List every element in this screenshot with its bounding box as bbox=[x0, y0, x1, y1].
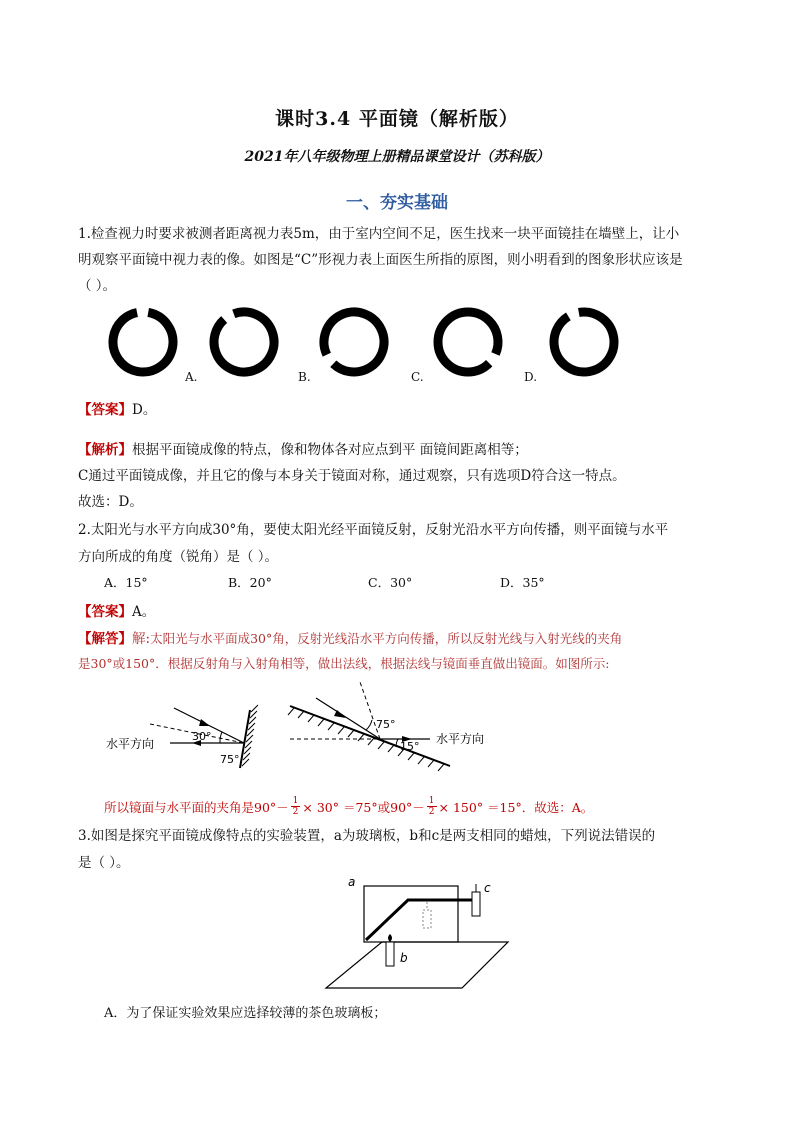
solve-prefix: 解: bbox=[132, 631, 151, 647]
label-b: b bbox=[400, 951, 408, 965]
glass-plate bbox=[364, 886, 458, 942]
q2-solve-2: 是30°或150°．根据反射角与入射角相等，做出法线，根据法线与镜面垂直做出镜面。如图所示: bbox=[78, 656, 610, 671]
candle-c bbox=[472, 892, 480, 916]
q1-analysis-1 bbox=[78, 438, 528, 458]
answer-tag: 【答案】 bbox=[78, 402, 132, 418]
answer-tag: 【答案】 bbox=[78, 604, 132, 620]
horizontal-direction-label: 水平方向 bbox=[106, 737, 155, 751]
fraction-denominator: 2 bbox=[292, 807, 299, 817]
solve-text: 太阳光与水平面成30°角，反射光线沿水平方向传播，所以反射光线与入射光线的夹角 bbox=[150, 631, 623, 646]
label-c: c bbox=[484, 881, 491, 895]
label-a: a bbox=[348, 875, 356, 889]
reflection-diagram-right bbox=[280, 680, 520, 780]
q2-line-2: 方向所成的角度（锐角）是（ ）。 bbox=[78, 549, 279, 565]
q2-answer bbox=[78, 600, 155, 620]
q2-option-b: B．20° bbox=[228, 575, 272, 590]
fraction-denominator: 2 bbox=[428, 807, 435, 817]
glass-edge bbox=[366, 900, 472, 940]
q2-option-a: A．15° bbox=[104, 575, 148, 590]
q1-line-2: 明观察平面镜中视力表的像。如图是“C”形视力表上面医生所指的原图，则小明看到的图象形状应该是 bbox=[78, 252, 683, 268]
answer-value: D。 bbox=[132, 402, 157, 418]
angle-30-label: 30° bbox=[192, 730, 212, 743]
candle-flame bbox=[388, 934, 392, 942]
fraction-half-2 bbox=[427, 796, 437, 817]
fraction-numerator: 1 bbox=[428, 796, 435, 806]
ring-d bbox=[549, 307, 619, 377]
q3-line-1: 3.如图是探究平面镜成像特点的实验装置，a为玻璃板，b和c是两支相同的蜡烛，下列说法错误的 bbox=[78, 828, 656, 844]
table-plane bbox=[326, 942, 508, 988]
conclusion-part-a: 所以镜面与水平面的夹角是90°－ bbox=[104, 799, 289, 815]
q2-conclusion bbox=[104, 796, 593, 817]
option-d-label: D. bbox=[524, 370, 538, 384]
q1-line-3: （ ）。 bbox=[78, 278, 117, 294]
angle-75-label: 75° bbox=[220, 753, 240, 766]
fraction-numerator: 1 bbox=[292, 796, 299, 806]
conclusion-part-c: × 150° ＝15°．故选：A。 bbox=[438, 799, 594, 815]
ring-c bbox=[426, 306, 511, 384]
q1-choose: 故选：D。 bbox=[78, 494, 143, 510]
q3-line-2: 是（ ）。 bbox=[78, 855, 130, 871]
q2-line-1: 2.太阳光与水平方向成30°角，要使太阳光经平面镜反射，反射光沿水平方向传播，则平面镜与水平 bbox=[78, 522, 669, 538]
ring-a bbox=[206, 306, 283, 380]
section-heading: 一、夯实基础 bbox=[346, 193, 448, 213]
conclusion-part-b: × 30° ＝75°或90°－ bbox=[302, 799, 425, 815]
reflection-diagram-left bbox=[100, 700, 280, 780]
option-b-label: B. bbox=[298, 370, 311, 384]
q1-analysis-2: C通过平面镜成像，并且它的像与本身关于镜面对称，通过观察，只有选项D符合这一特点。 bbox=[78, 468, 626, 484]
q2-option-c: C．30° bbox=[368, 575, 413, 590]
analysis-text: 根据平面镜成像的特点，像和物体各对应点到平 面镜间距离相等； bbox=[132, 442, 528, 458]
angle-15-label: 15° bbox=[400, 740, 420, 753]
answer-value: A。 bbox=[132, 604, 156, 620]
fraction-half-1 bbox=[291, 796, 301, 817]
q1-answer bbox=[78, 398, 156, 418]
page-title: 课时3.4 平面镜（解析版） bbox=[275, 108, 519, 130]
ring-b bbox=[314, 306, 394, 382]
analysis-tag: 【解析】 bbox=[78, 442, 132, 458]
option-a-label: A. bbox=[185, 370, 198, 384]
candle-b bbox=[386, 942, 394, 966]
q2-solve-1 bbox=[78, 627, 622, 647]
option-c-label: C. bbox=[411, 370, 424, 384]
candle-experiment-figure bbox=[322, 872, 522, 994]
q3-option-a: A．为了保证实验效果应选择较薄的茶色玻璃板； bbox=[104, 1006, 387, 1021]
candle-image bbox=[423, 902, 431, 928]
c-rings-figure bbox=[100, 306, 640, 390]
q2-option-d: D．35° bbox=[500, 575, 545, 590]
page-subtitle: 2021年八年级物理上册精品课堂设计（苏科版） bbox=[244, 149, 550, 165]
ring-original bbox=[108, 307, 178, 377]
angle-75-label: 75° bbox=[376, 718, 396, 731]
solve-tag: 【解答】 bbox=[78, 631, 132, 647]
horizontal-direction-label: 水平方向 bbox=[436, 732, 485, 746]
q1-line-1: 1.检查视力时要求被测者距离视力表5m，由于室内空间不足，医生找来一块平面镜挂在墙壁上，让小 bbox=[78, 226, 680, 242]
